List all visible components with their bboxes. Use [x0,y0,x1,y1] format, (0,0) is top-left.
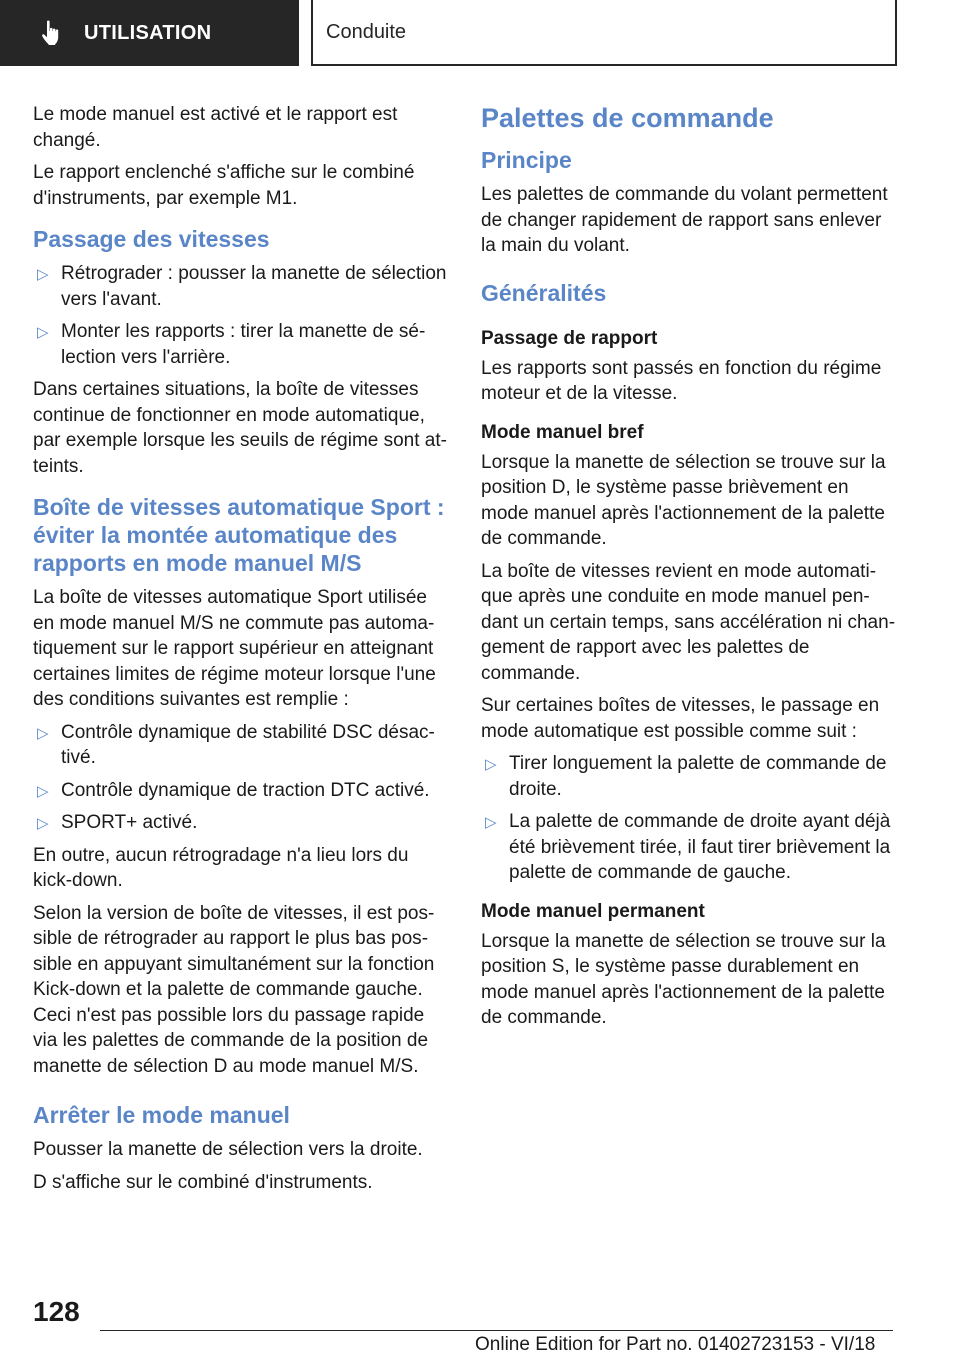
page-number: 128 [33,1296,80,1327]
triangle-bullet-icon: ▷ [37,266,49,283]
heading-generalites: Généralités [481,279,607,306]
paragraph: Les palettes de commande du volant permettent de changer rapidement de rapport sans enlever la main du volant. [481,184,888,256]
sport-conditions-list [33,720,448,836]
paragraph: D s'affiche sur le combiné d'instruments. [33,1171,373,1193]
chapter-tab[interactable] [0,0,299,66]
page-header [0,0,960,66]
edition-info: Online Edition for Part no. 01402723153 - VI/18 [475,1334,876,1355]
subheading-mode-manuel-bref: Mode manuel bref [481,421,644,443]
paragraph: Dans certaines situations, la boîte de vitesses continue de fonctionner en mode automatique, par exemple lorsque les seuils de régime sont atteints. [33,379,447,477]
chapter-label: UTILISATION [84,21,212,44]
passage-list [33,261,448,370]
triangle-bullet-icon: ▷ [37,815,49,832]
list-item: ▷ Contrôle dynamique de traction DTC activé. [33,778,448,804]
list-item: ▷ Rétrograder : pousser la manette de sélection vers l'avant. [37,263,447,310]
paragraph: Les rapports sont passés en fonction du régime moteur et de la vitesse. [481,357,882,404]
auto-mode-list [481,751,896,886]
footer-divider [100,1330,893,1331]
heading-palettes-de-commande: Palettes de commande [481,103,774,133]
paragraph: La boîte de vitesses revient en mode automatique après une conduite en mode manuel pendant un certain temps, sans accélération ni changement de rapport avec les palettes de commande. [481,560,896,684]
hand-pointer-icon [40,19,64,47]
triangle-bullet-icon: ▷ [37,782,49,800]
subheading-mode-manuel-permanent: Mode manuel permanent [481,900,705,922]
list-item: ▷ Tirer longuement la palette de commande de droite. [485,753,887,800]
heading-boite-sport: Boîte de vitesses automatique Sport : éviter la montée automatique des rapports en mode manuel M/S [33,494,445,576]
paragraph: Le rapport enclenché s'affiche sur le combiné d'instruments, par exemple M1. [33,162,415,209]
list-item: ▷ Monter les rapports : tirer la manette de sélection vers l'arrière. [37,321,426,368]
paragraph: La boîte de vitesses automatique Sport utilisée en mode manuel M/S ne commute pas automatiquement sur le rapport supérieur en atteignant certaines limites de régime moteur lorsque l'une des conditions suivantes est remplie : [33,587,436,710]
section-label: Conduite [326,20,407,43]
triangle-bullet-icon: ▷ [37,724,49,742]
list-item: ▷ Contrôle dynamique de stabilité DSC désactivé. [37,721,435,768]
heading-principe: Principe [481,147,572,173]
paragraph: Le mode manuel est activé et le rapport est changé. [33,104,398,151]
paragraph: Pousser la manette de sélection vers la droite. [33,1139,423,1160]
paragraph: Lorsque la manette de sélection se trouve sur la position D, le système passe brièvement en mode manuel après l'actionnement de la palette de commande. [481,451,886,549]
subheading-passage-de-rapport: Passage de rapport [481,327,658,349]
heading-arreter-mode-manuel: Arrêter le mode manuel [33,1102,290,1128]
paragraph: Sur certaines boîtes de vitesses, le passage en mode automatique est possible comme suit : [481,695,880,742]
list-item: ▷ SPORT+ activé. [33,810,448,836]
left-column [33,102,448,1202]
triangle-bullet-icon: ▷ [485,756,497,773]
section-tab[interactable] [311,0,897,64]
heading-passage-des-vitesses: Passage des vitesses [33,226,270,252]
paragraph: Selon la version de boîte de vitesses, il est possible de rétrograder au rapport le plus bas possible en appuyant simultanément sur la fonction Kick-down et la palette de commande gauche. Ceci n'est pas possible lors du passage rapide via les palettes de commande de la position de manette de sélection D au mode manuel M/S. [33,902,435,1077]
paragraph: En outre, aucun rétrogradage n'a lieu lors du kick-down. [33,844,409,891]
triangle-bullet-icon: ▷ [37,324,49,341]
right-column [481,102,896,1038]
list-item: ▷ La palette de commande de droite ayant déjà été brièvement tirée, il faut tirer brièvement la palette de commande de gauche. [485,811,891,883]
triangle-bullet-icon: ▷ [485,814,497,831]
paragraph: Lorsque la manette de sélection se trouve sur la position S, le système passe durablement en mode manuel après l'actionnement de la palette de commande. [481,930,886,1028]
